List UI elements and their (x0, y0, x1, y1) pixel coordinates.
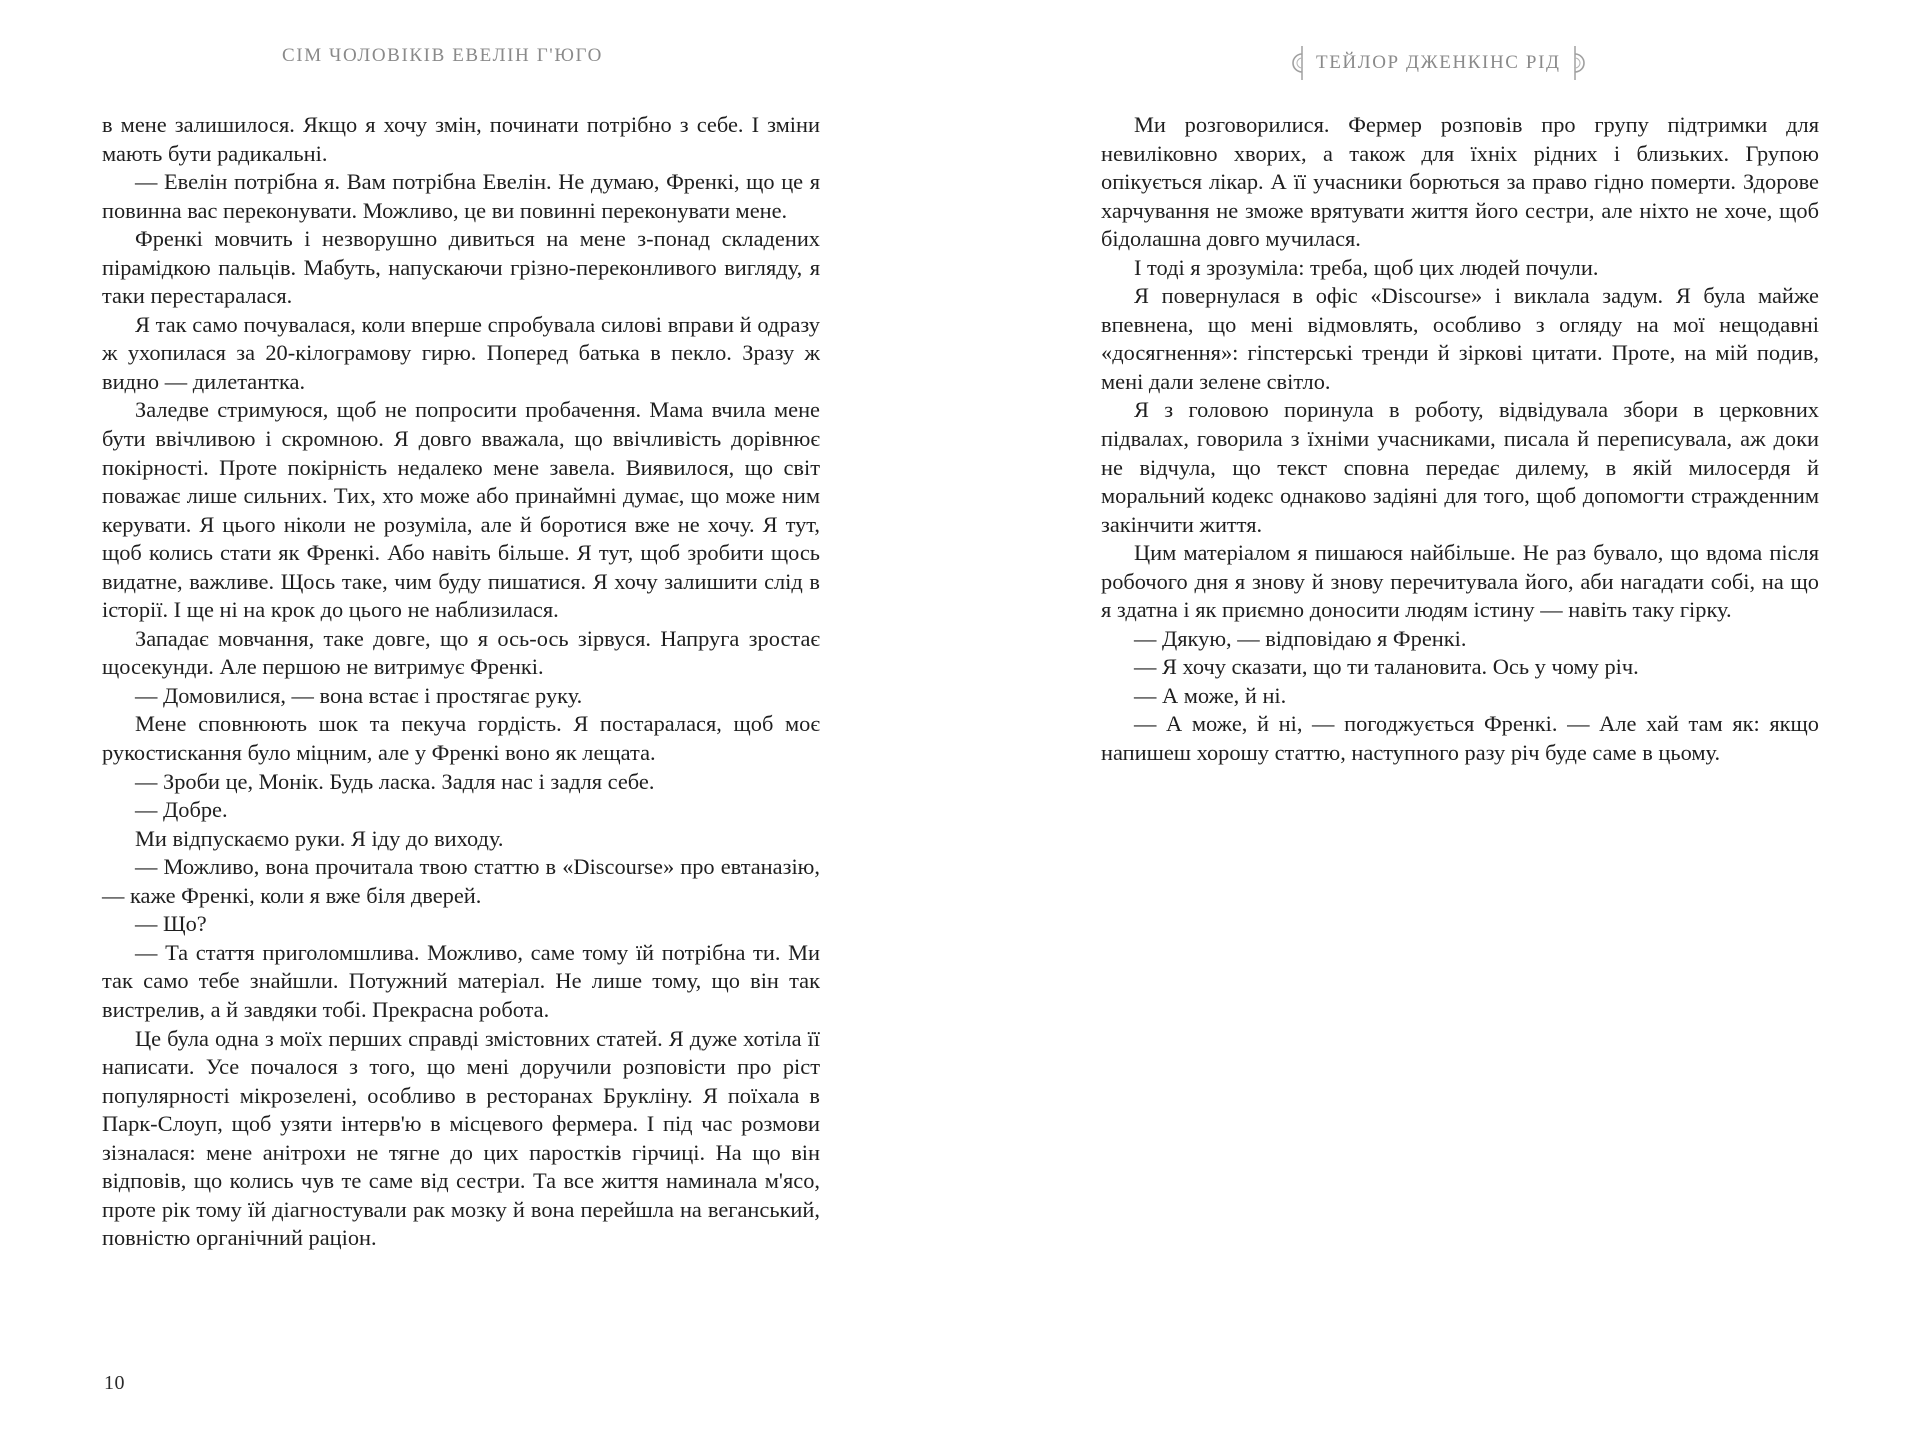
paragraph: Ми розговорилися. Фермер розповів про групу підтримки для невиліковно хворих, а також для їхніх рідних і близьких. Групою опікується лікар. А її учасники борються за право гідно померти. Здорове харчування не зможе врятувати життя його сестри, але ніхто не хоче, щоб бідолашна довго мучилася. (1101, 112, 1819, 252)
dialogue-line: — Можливо, вона прочитала твою статтю в «Discourse» про евтаназію, — каже Френкі, коли я вже біля дверей. (102, 854, 820, 908)
dialogue-line: — А може, й ні. (1134, 682, 1287, 708)
dialogue-line: — А може, й ні, — погоджується Френкі. — Але хай там як: якщо напишеш хорошу статтю, наступного разу річ буде саме в цьому. (1101, 711, 1819, 766)
half-rosette-left-ornament-icon (1290, 44, 1306, 82)
running-head-author (1290, 44, 1587, 82)
page-number: 10 (104, 1372, 125, 1394)
paragraph: Заледве стримуюся, щоб не попросити пробачення. Мама вчила мене бути ввічливою і скромною. Я довго вважала, що ввічливість дорівнює покірності. Проте покірність недалеко мене завела. Виявилося, що світ поважає лише сильних. Тих, хто може або принаймні думає, що може ним керувати. Я цього ніколи не розуміла, але й боротися вже не хочу. Я тут, щоб колись стати як Френкі. Або навіть більше. Я тут, щоб зробити щось видатне, важливе. Щось таке, чим буду пишатися. Я хочу залишити слід в історії. І ще ні на крок до цього не наблизилася. (102, 397, 820, 623)
dialogue-line: — Я хочу сказати, що ти талановита. Ось у чому річ. (1134, 654, 1639, 680)
author-name: ТЕЙЛОР ДЖЕНКІНС РІД (1316, 52, 1561, 73)
paragraph: Це була одна з моїх перших справді змістовних статей. Я дуже хотіла її написати. Усе почалося з того, що мені доручили розповісти про ріст популярності мікрозелені, особливо в ресторанах Брукліну. Я поїхала в Парк-Слоуп, щоб узяти інтерв'ю в місцевого фермера. І під час розмови зізналася: мене анітрохи не тягне до цих паростків гірчиці. На що він відповів, що колись чув те саме від сестри. Та все життя наминала м'ясо, проте рік тому їй діагностували рак мозку й вона перейшла на веганський, повністю органічний раціон. (102, 1025, 820, 1251)
paragraph: Я повернулася в офіс «Discourse» і виклала задум. Я була майже впевнена, що мені відмовлять, особливо з огляду на мої нещодавні «досягнення»: гіпстерські тренди й зіркові цитати. Проте, на мій подив, мені дали зелене світло. (1101, 283, 1819, 394)
left-page-body (102, 111, 820, 1253)
paragraph: Я так само почувалася, коли вперше спробувала силові вправи й одразу ж ухопилася за 20-кілограмову гирю. Поперед батька в пекло. Зразу ж видно — дилетантка. (102, 311, 820, 394)
paragraph: Западає мовчання, таке довге, що я ось-ось зірвуся. Напруга зростає щосекунди. Але першою не витримує Френкі. (102, 625, 820, 680)
dialogue-line: — Домовилися, — вона встає і простягає руку. (135, 682, 583, 708)
dialogue-line: — Добре. (135, 797, 228, 823)
dialogue-line: — Зроби це, Монік. Будь ласка. Задля нас і задля себе. (135, 768, 655, 794)
paragraph: Ми відпускаємо руки. Я іду до виходу. (135, 825, 504, 851)
right-page-body (1101, 111, 1819, 768)
half-rosette-right-ornament-icon (1571, 44, 1587, 82)
paragraph: Мене сповнюють шок та пекуча гордість. Я постаралася, щоб моє рукостискання було міцним, але у Френкі воно як лещата. (102, 711, 820, 766)
dialogue-line: — Що? (135, 911, 207, 937)
dialogue-line: — Та стаття приголомшлива. Можливо, саме тому їй потрібна ти. Ми так само тебе знайшли. Потужний матеріал. Не лише тому, що він так вистрелив, а й завдяки тобі. Прекрасна робота. (102, 939, 820, 1022)
paragraph: Цим матеріалом я пишаюся найбільше. Не раз бувало, що вдома після робочого дня я знову й знову перечитувала його, аби нагадати собі, на що я здатна і як приємно доносити людям істину — навіть таку гірку. (1101, 540, 1819, 623)
paragraph: Я з головою поринула в роботу, відвідувала збори в церковних підвалах, говорила з їхніми учасниками, писала й переписувала, аж доки не відчула, що текст сповна передає дилему, в якій милосердя й моральний кодекс однаково задіяні для того, щоб допомогти стражденним закінчити життя. (1101, 397, 1819, 537)
paragraph: Френкі мовчить і незворушно дивиться на мене з-понад складених пірамідкою пальців. Мабуть, напускаючи грізно-переконливого вигляду, я таки перестаралася. (102, 226, 820, 309)
paragraph: І тоді я зрозуміла: треба, щоб цих людей почули. (1134, 254, 1599, 280)
right-page (960, 0, 1920, 1440)
paragraph: в мене залишилося. Якщо я хочу змін, починати потрібно з себе. І зміни мають бути радикальні. (102, 112, 820, 166)
paragraph: — Евелін потрібна я. Вам потрібна Евелін. Не думаю, Френкі, що це я повинна вас переконувати. Можливо, це ви повинні переконувати мене. (102, 169, 820, 223)
running-head-book-title: СІМ ЧОЛОВІКІВ ЕВЕЛІН Г'ЮГО (282, 45, 603, 66)
dialogue-line: — Дякую, — відповідаю я Френкі. (1134, 625, 1467, 651)
